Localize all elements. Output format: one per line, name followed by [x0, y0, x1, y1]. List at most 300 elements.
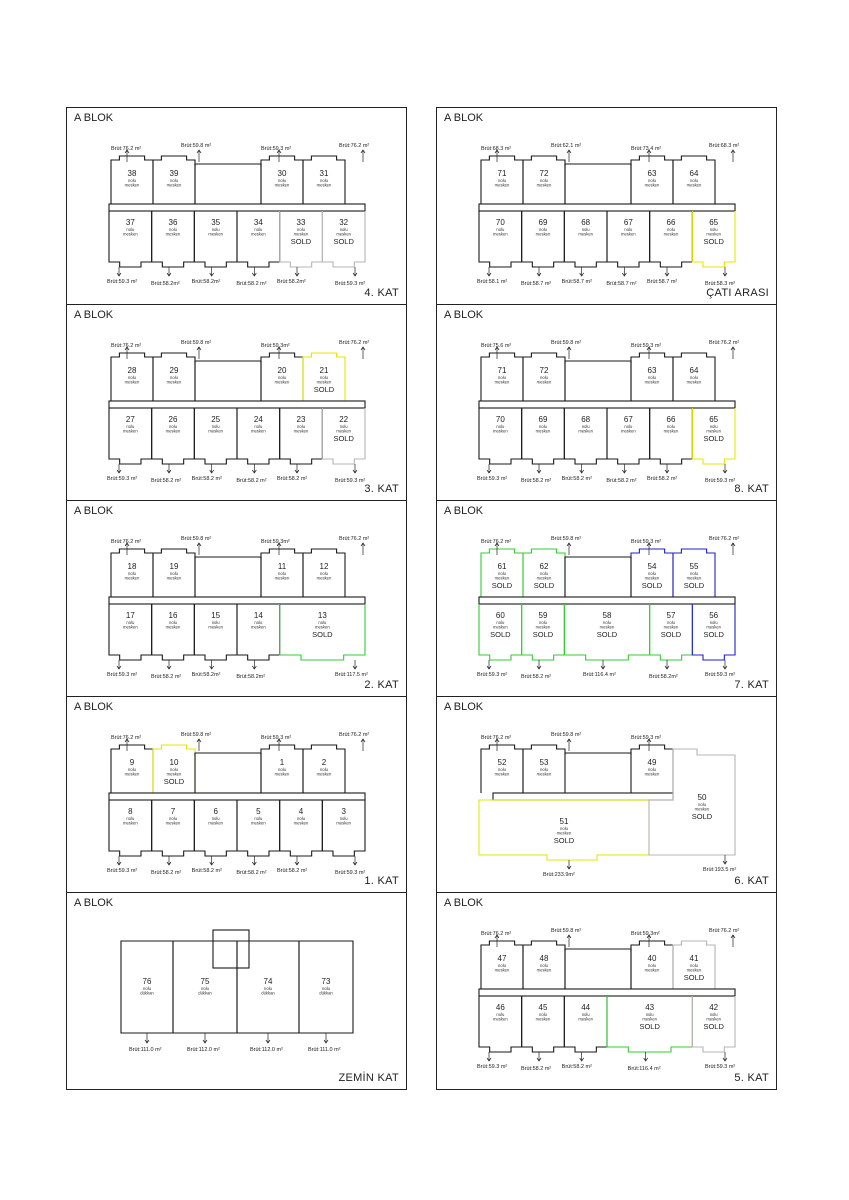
- unit-number: 16: [168, 611, 178, 620]
- unit-type-line1: nolu: [320, 767, 328, 772]
- unit-71: [481, 353, 523, 401]
- floor-label: 8. KAT: [734, 483, 769, 495]
- unit-type-line2: mesken: [250, 624, 266, 630]
- unit-type-line2: mesken: [494, 575, 510, 581]
- unit-type-line1: nolu: [560, 826, 568, 831]
- unit-number: 40: [647, 954, 657, 963]
- unit-type-line1: nolu: [709, 620, 718, 625]
- unit-number: 34: [253, 218, 263, 227]
- unit-number: 7: [170, 807, 176, 816]
- unit-type-line1: nolu: [540, 767, 548, 772]
- unit-type-line1: nolu: [170, 767, 178, 772]
- down-arrow-icon: [203, 1033, 207, 1043]
- down-arrow-icon: [580, 267, 584, 276]
- floor-label: 4. KAT: [364, 287, 399, 299]
- unit-type-line2: mesken: [663, 428, 679, 434]
- unit-type-line2: mesken: [494, 182, 510, 188]
- unit-type-line2: mesken: [124, 771, 140, 777]
- unit-70: [479, 408, 522, 464]
- sold-label: SOLD: [683, 973, 705, 982]
- unit-type-line1: nolu: [498, 767, 506, 772]
- unit-type-line1: nolu: [709, 424, 718, 429]
- gross-area-label: Brüt:59.8 m²: [551, 536, 582, 542]
- unit-17: [109, 604, 152, 660]
- gross-area-label: Brüt:58.2 m²: [521, 1066, 552, 1072]
- floor-panel-7-kat: [436, 500, 777, 697]
- unit-41: [673, 941, 715, 989]
- unit-type-line1: nolu: [297, 424, 305, 429]
- unit-7: [152, 800, 195, 856]
- gross-area-label: Brüt:59.3 m²: [477, 1064, 508, 1070]
- unit-type-line1: nolu: [496, 620, 505, 625]
- gross-area-label: Brüt:76.2 m²: [481, 539, 512, 545]
- unit-type-line2: mesken: [316, 379, 332, 385]
- unit-type-line1: nolu: [645, 1012, 654, 1017]
- unit-20: [261, 353, 303, 401]
- unit-type-line1: nolu: [211, 227, 220, 232]
- unit-3: [322, 800, 365, 856]
- floor-plan: [67, 501, 406, 696]
- floor-label: 5. KAT: [734, 1072, 769, 1084]
- unit-number: 25: [211, 415, 221, 424]
- gross-area-label: Brüt:59.3 m²: [705, 1064, 736, 1070]
- unit-number: 65: [709, 218, 719, 227]
- unit-type-line2: mesken: [492, 428, 508, 434]
- unit-type-line1: nolu: [278, 767, 286, 772]
- gross-area-label: Brüt:73.4 m²: [631, 146, 662, 152]
- unit-type-line1: nolu: [690, 178, 698, 183]
- unit-type-line2: mesken: [578, 231, 594, 237]
- unit-number: 28: [127, 366, 137, 375]
- unit-59: [522, 604, 565, 660]
- unit-number: 63: [647, 169, 657, 178]
- unit-type-line1: nolu: [648, 963, 656, 968]
- unit-type-line1: nolu: [690, 963, 698, 968]
- unit-type-line2: mesken: [316, 771, 332, 777]
- unit-type-line2: mesken: [494, 967, 510, 973]
- unit-type-line2: mesken: [250, 231, 266, 237]
- up-arrow-icon: [567, 935, 571, 947]
- unit-31: [303, 156, 345, 204]
- up-arrow-icon: [567, 150, 571, 162]
- unit-type-line2: mesken: [166, 575, 182, 581]
- unit-64: [673, 156, 715, 204]
- unit-type-line2: mesken: [663, 624, 679, 630]
- unit-43: [607, 996, 692, 1052]
- gross-area-label: Brüt:76.2 m²: [339, 732, 370, 738]
- unit-type-line2: mesken: [492, 231, 508, 237]
- unit-18: [111, 549, 153, 597]
- corridor: [109, 204, 365, 211]
- unit-12: [303, 549, 345, 597]
- sold-label: SOLD: [163, 777, 185, 786]
- unit-type-line1: nolu: [126, 424, 135, 429]
- unit-type-line2: mesken: [535, 624, 551, 630]
- floor-panel-5-kat: [436, 892, 777, 1090]
- unit-type-line1: nolu: [318, 620, 327, 625]
- unit-32: [322, 211, 365, 267]
- gross-area-label: Brüt:58.2 m²: [647, 476, 678, 482]
- unit-number: 61: [497, 562, 507, 571]
- gross-area-label: Brüt:58.2m²: [649, 674, 678, 680]
- unit-42: [692, 996, 735, 1052]
- core-outline: [565, 164, 631, 166]
- unit-number: 69: [538, 415, 548, 424]
- panel-title: A BLOK: [74, 897, 114, 909]
- sold-label: SOLD: [703, 1022, 724, 1031]
- unit-69: [522, 408, 565, 464]
- unit-number: 33: [296, 218, 306, 227]
- down-arrow-icon: [266, 1033, 270, 1043]
- gross-area-label: Brüt:58.2 m²: [521, 478, 552, 484]
- shop-number: 75: [200, 977, 210, 986]
- unit-type-line2: mesken: [274, 575, 290, 581]
- core-outline: [195, 361, 261, 363]
- unit-type-line2: mesken: [620, 231, 636, 237]
- unit-type-line1: nolu: [690, 571, 698, 576]
- unit-type-line1: nolu: [540, 963, 548, 968]
- gross-area-label: Brüt:59.8 m²: [181, 340, 212, 346]
- unit-38: [111, 156, 153, 204]
- corridor: [109, 793, 365, 800]
- shop-type-line1: nolu: [201, 986, 209, 991]
- gross-area-label: Brüt:58.7 m²: [521, 281, 552, 287]
- down-arrow-icon: [117, 464, 121, 473]
- unit-15: [194, 604, 237, 660]
- unit-number: 68: [581, 218, 591, 227]
- up-arrow-icon: [567, 543, 571, 555]
- unit-number: 47: [497, 954, 507, 963]
- panel-title: A BLOK: [74, 309, 114, 321]
- gross-area-label: Brüt:58.2m²: [151, 281, 180, 287]
- unit-type-line2: mesken: [250, 428, 266, 434]
- unit-number: 48: [539, 954, 549, 963]
- unit-type-line2: mesken: [166, 182, 182, 188]
- unit-number: 17: [125, 611, 135, 620]
- up-arrow-icon: [361, 543, 365, 555]
- down-arrow-icon: [210, 856, 214, 865]
- unit-65: [692, 211, 735, 267]
- unit-number: 3: [341, 807, 346, 816]
- unit-type-line1: nolu: [278, 375, 286, 380]
- unit-type-line2: mesken: [165, 820, 181, 826]
- sold-label: SOLD: [491, 581, 513, 590]
- down-arrow-icon: [567, 860, 571, 869]
- unit-number: 71: [497, 366, 507, 375]
- sold-label: SOLD: [703, 630, 724, 639]
- panel-title: A BLOK: [444, 897, 484, 909]
- unit-type-line1: nolu: [667, 227, 675, 232]
- unit-type-line2: mesken: [706, 1016, 722, 1022]
- unit-36: [152, 211, 195, 267]
- unit-type-line2: mesken: [122, 624, 138, 630]
- shop-75: [173, 941, 237, 1033]
- unit-type-line2: mesken: [208, 624, 224, 630]
- up-arrow-icon: [731, 935, 735, 947]
- gross-area-label: Brüt:111.0 m²: [129, 1047, 162, 1053]
- unit-type-line2: mesken: [124, 379, 140, 385]
- unit-number: 35: [211, 218, 221, 227]
- unit-72: [523, 353, 565, 401]
- unit-number: 49: [647, 758, 657, 767]
- unit-type-line1: nolu: [211, 424, 220, 429]
- unit-type-line1: nolu: [254, 816, 263, 821]
- floor-panel-4-kat: [66, 107, 407, 305]
- floor-label: 3. KAT: [364, 483, 399, 495]
- sold-label: SOLD: [532, 630, 554, 639]
- up-arrow-icon: [731, 150, 735, 162]
- gross-area-label: Brüt:76.2 m²: [339, 143, 370, 149]
- unit-number: 22: [339, 415, 349, 424]
- unit-type-line2: mesken: [208, 820, 224, 826]
- unit-type-line1: nolu: [320, 375, 328, 380]
- unit-61: [481, 549, 523, 597]
- gross-area-label: Brüt:58.2 m²: [561, 1064, 592, 1070]
- unit-type-line2: mesken: [316, 182, 332, 188]
- unit-number: 18: [127, 562, 137, 571]
- shop-type-line2: dükkan: [261, 990, 275, 996]
- unit-type-line2: mesken: [536, 771, 552, 777]
- down-arrow-icon: [537, 660, 541, 669]
- down-arrow-icon: [252, 660, 256, 669]
- unit-27: [109, 408, 152, 464]
- unit-type-line2: mesken: [644, 379, 660, 385]
- unit-68: [564, 408, 607, 464]
- unit-number: 23: [296, 415, 306, 424]
- unit-type-line1: nolu: [648, 375, 656, 380]
- gross-area-label: Brüt:233.9m²: [543, 872, 575, 878]
- unit-type-line1: nolu: [211, 620, 220, 625]
- floor-label: ÇATI ARASI: [706, 287, 769, 299]
- down-arrow-icon: [665, 660, 669, 669]
- down-arrow-icon: [537, 1052, 541, 1061]
- unit-type-line2: mesken: [556, 830, 572, 836]
- shop-74: [237, 941, 299, 1033]
- unit-type-line2: mesken: [165, 624, 181, 630]
- unit-type-line2: mesken: [492, 624, 508, 630]
- unit-type-line2: mesken: [336, 428, 352, 434]
- panel-title: A BLOK: [444, 505, 484, 517]
- gross-area-label: Brüt:58.2 m²: [236, 478, 267, 484]
- unit-number: 38: [127, 169, 137, 178]
- unit-type-line1: nolu: [603, 620, 611, 625]
- unit-type-line2: mesken: [274, 379, 290, 385]
- unit-type-line2: mesken: [706, 231, 722, 237]
- unit-type-line1: nolu: [498, 375, 506, 380]
- unit-21: [303, 353, 345, 401]
- unit-type-line1: nolu: [667, 424, 675, 429]
- gross-area-label: Brüt:76.2 m²: [481, 735, 512, 741]
- unit-number: 6: [213, 807, 218, 816]
- unit-type-line1: nolu: [498, 963, 506, 968]
- unit-type-line1: nolu: [496, 1012, 505, 1017]
- down-arrow-icon: [210, 464, 214, 473]
- unit-number: 67: [623, 218, 633, 227]
- unit-type-line2: mesken: [208, 428, 224, 434]
- unit-type-line1: nolu: [169, 424, 177, 429]
- down-arrow-icon: [353, 660, 357, 669]
- gross-area-label: Brüt:59.3 m²: [107, 279, 138, 285]
- unit-type-line1: nolu: [320, 178, 328, 183]
- unit-type-line1: nolu: [540, 375, 548, 380]
- unit-type-line2: mesken: [536, 379, 552, 385]
- unit-type-line2: mesken: [536, 967, 552, 973]
- unit-35: [194, 211, 237, 267]
- unit-58: [564, 604, 649, 660]
- gross-area-label: Brüt:58.7 m²: [647, 279, 678, 285]
- gross-area-label: Brüt:76.2 m²: [709, 536, 740, 542]
- down-arrow-icon: [167, 856, 171, 865]
- unit-5: [237, 800, 280, 856]
- unit-type-line2: mesken: [293, 428, 309, 434]
- unit-type-line1: nolu: [254, 620, 263, 625]
- unit-number: 46: [495, 1003, 505, 1012]
- unit-outline: [649, 749, 735, 855]
- unit-number: 31: [319, 169, 329, 178]
- gross-area-label: Brüt:58.2m²: [236, 674, 266, 680]
- down-arrow-icon: [353, 267, 357, 276]
- panel-title: A BLOK: [444, 701, 484, 713]
- unit-type-line1: nolu: [339, 424, 348, 429]
- unit-number: 59: [538, 611, 548, 620]
- gross-area-label: Brüt:58.2 m²: [236, 281, 267, 287]
- unit-type-line1: nolu: [667, 620, 675, 625]
- unit-number: 53: [539, 758, 549, 767]
- unit-60: [479, 604, 522, 660]
- floor-panel-1-kat: [66, 696, 407, 893]
- unit-number: 11: [277, 562, 287, 571]
- unit-50: [649, 749, 735, 855]
- floor-panel-3-kat: [66, 304, 407, 501]
- unit-type-line2: mesken: [314, 624, 330, 630]
- unit-type-line2: mesken: [293, 231, 309, 237]
- gross-area-label: Brüt:68.3 m²: [481, 146, 512, 152]
- up-arrow-icon: [567, 347, 571, 359]
- corridor: [479, 401, 735, 408]
- unit-type-line1: nolu: [278, 571, 286, 576]
- unit-number: 39: [169, 169, 179, 178]
- unit-10: [153, 745, 195, 793]
- unit-type-line2: mesken: [492, 1016, 508, 1022]
- gross-area-label: Brüt:76.2 m²: [709, 340, 740, 346]
- unit-type-line1: nolu: [496, 424, 505, 429]
- unit-type-line2: mesken: [494, 379, 510, 385]
- unit-type-line2: mesken: [316, 575, 332, 581]
- gross-area-label: Brüt:76.2 m²: [339, 536, 370, 542]
- unit-28: [111, 353, 153, 401]
- gross-area-label: Brüt:59.3 m²: [335, 870, 366, 876]
- unit-number: 66: [666, 415, 676, 424]
- down-arrow-icon: [601, 660, 605, 669]
- floor-panel-2-kat: [66, 500, 407, 697]
- core-outline: [565, 557, 631, 559]
- down-arrow-icon: [622, 267, 626, 276]
- unit-number: 42: [709, 1003, 719, 1012]
- unit-type-line2: mesken: [644, 575, 660, 581]
- sold-label: SOLD: [290, 237, 312, 246]
- unit-13: [280, 604, 365, 660]
- unit-number: 24: [253, 415, 263, 424]
- unit-68: [564, 211, 607, 267]
- gross-area-label: Brüt:58.2m²: [191, 279, 221, 285]
- unit-type-line2: mesken: [706, 428, 722, 434]
- gross-area-label: Brüt:59.8 m²: [181, 143, 212, 149]
- unit-type-line2: mesken: [336, 231, 352, 237]
- core-walls: [195, 164, 261, 204]
- up-arrow-icon: [197, 543, 201, 555]
- down-arrow-icon: [665, 267, 669, 276]
- unit-number: 60: [495, 611, 505, 620]
- unit-62: [523, 549, 565, 597]
- gross-area-label: Brüt:76.2 m²: [339, 340, 370, 346]
- gross-area-label: Brüt:59.3 m²: [261, 146, 292, 152]
- floor-panel-6-kat: [436, 696, 777, 893]
- floor-plan: [67, 697, 406, 892]
- unit-type-line1: nolu: [126, 227, 135, 232]
- gross-area-label: Brüt:76.2 m²: [111, 735, 142, 741]
- unit-type-line2: mesken: [166, 771, 182, 777]
- gross-area-label: Brüt:68.3 m²: [709, 143, 740, 149]
- floor-plan: [67, 893, 406, 1089]
- unit-30: [261, 156, 303, 204]
- gross-area-label: Brüt:58.2 m²: [191, 476, 222, 482]
- unit-type-line2: mesken: [663, 231, 679, 237]
- gross-area-label: Brüt:59.3 m²: [631, 343, 662, 349]
- unit-type-line1: nolu: [624, 424, 633, 429]
- down-arrow-icon: [537, 267, 541, 276]
- unit-45: [522, 996, 565, 1052]
- unit-number: 57: [666, 611, 676, 620]
- unit-number: 64: [689, 366, 699, 375]
- unit-type-line2: mesken: [599, 624, 615, 630]
- unit-type-line1: nolu: [498, 178, 506, 183]
- gross-area-label: Brüt:76.2 m²: [481, 931, 512, 937]
- core-outline: [195, 557, 261, 559]
- down-arrow-icon: [487, 660, 491, 669]
- floor-plan: [437, 305, 776, 500]
- unit-66: [650, 211, 693, 267]
- unit-number: 30: [277, 169, 287, 178]
- down-arrow-icon: [723, 855, 727, 864]
- unit-type-line1: nolu: [709, 227, 718, 232]
- unit-66: [650, 408, 693, 464]
- gross-area-label: Brüt:58.2 m²: [561, 476, 592, 482]
- unit-type-line2: mesken: [165, 231, 181, 237]
- unit-number: 8: [128, 807, 133, 816]
- gross-area-label: Brüt:193.5 m²: [703, 867, 737, 873]
- gross-area-label: Brüt:58.2 m²: [236, 870, 267, 876]
- corridor: [109, 401, 365, 408]
- down-arrow-icon: [117, 267, 121, 276]
- unit-number: 72: [539, 366, 549, 375]
- up-arrow-icon: [361, 739, 365, 751]
- sold-label: SOLD: [533, 581, 555, 590]
- unit-type-line2: mesken: [124, 575, 140, 581]
- unit-number: 55: [689, 562, 699, 571]
- sold-label: SOLD: [553, 836, 575, 845]
- unit-type-line2: mesken: [686, 967, 702, 973]
- unit-type-line1: nolu: [278, 178, 286, 183]
- unit-number: 12: [319, 562, 329, 571]
- floor-plan: [437, 697, 776, 892]
- unit-type-line1: nolu: [128, 571, 136, 576]
- core-outline: [565, 949, 631, 951]
- unit-type-line2: mesken: [122, 820, 138, 826]
- shop-73: [299, 941, 353, 1033]
- gross-area-label: Brüt:59.3 m²: [631, 735, 662, 741]
- gross-area-label: Brüt:58.1 m²: [477, 279, 508, 285]
- unit-number: 51: [559, 817, 569, 826]
